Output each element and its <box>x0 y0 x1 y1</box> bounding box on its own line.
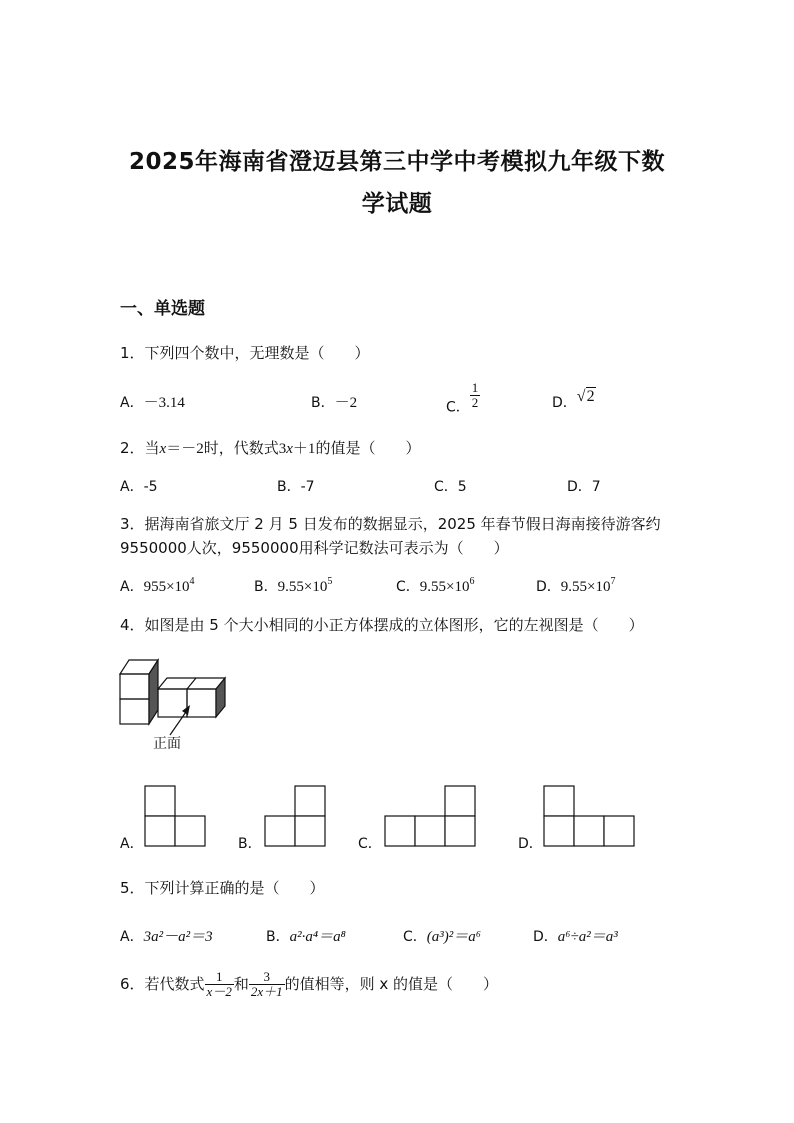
q3-option-b-label: B． <box>254 579 278 595</box>
q3-option-a-exponent: 4 <box>189 576 195 587</box>
q2-x-variable: x <box>159 441 167 457</box>
q5-option-d-label: D． <box>533 929 558 945</box>
q3-option-c[interactable] <box>396 576 475 596</box>
q6-fraction-1 <box>205 970 234 999</box>
q4-option-a-label[interactable]: A． <box>120 836 144 852</box>
q1-option-c-fraction <box>470 381 481 410</box>
q3-option-b[interactable] <box>254 576 332 596</box>
question-4-stem: 4．如图是由 5 个大小相同的小正方体摆成的立体图形，它的左视图是（ ） <box>120 616 644 634</box>
cube-front-face <box>120 699 149 724</box>
q4-option-a-view[interactable] <box>144 785 208 849</box>
q1-option-b-label: B． <box>311 395 335 411</box>
q4-option-d-label[interactable]: D． <box>518 836 543 852</box>
fraction-numerator: 3 <box>263 969 270 984</box>
view-square <box>145 786 175 816</box>
view-square <box>295 786 325 816</box>
question-1-stem: 1．下列四个数中，无理数是（ ） <box>120 344 370 362</box>
q3-option-c-mantissa: 9.55×10 <box>419 579 470 595</box>
q3-option-d-label: D． <box>536 579 561 595</box>
fraction-denominator: 2x＋1 <box>250 984 283 999</box>
q5-option-d-expr: a⁶÷a²＝a³ <box>557 929 618 945</box>
q2-expr-var: x <box>286 441 293 457</box>
q4-option-b-label[interactable]: B． <box>238 836 262 852</box>
view-square <box>445 816 475 846</box>
section-heading: 一、单选题 <box>120 299 205 319</box>
view-square <box>265 816 295 846</box>
view-square <box>574 816 604 846</box>
q3-option-b-exponent: 5 <box>327 576 333 587</box>
q2-stem-mid: 时，代数式 <box>203 439 279 457</box>
question-2-stem <box>120 437 420 458</box>
square-root-radicand: 2 <box>586 388 595 405</box>
q1-option-b[interactable] <box>311 391 357 412</box>
q5-option-c[interactable] <box>403 925 481 946</box>
q5-option-b[interactable] <box>266 925 346 946</box>
q1-option-a-value: －3.14 <box>143 395 185 411</box>
q6-stem-post: 的值相等，则 x 的值是（ ） <box>284 975 499 993</box>
q3-option-d-mantissa: 9.55×10 <box>560 579 611 595</box>
page-title-line1: 2025年海南省澄迈县第三中学中考模拟九年级下数 <box>128 149 665 175</box>
view-square <box>295 816 325 846</box>
front-view-label: 正面 <box>153 736 181 752</box>
q5-option-a-label: A． <box>120 929 144 945</box>
q3-option-b-mantissa: 9.55×10 <box>277 579 328 595</box>
front-view-arrow <box>168 703 194 737</box>
cube-side-face <box>216 678 225 717</box>
question-3-line2: 9550000人次，9550000用科学记数法可表示为（ ） <box>120 539 509 557</box>
q3-option-c-label: C． <box>396 579 420 595</box>
cube-side-face <box>149 660 158 724</box>
q5-option-b-expr: a²·a⁴＝a⁸ <box>289 929 346 945</box>
q1-option-c-label: C． <box>446 399 470 416</box>
q1-option-a[interactable] <box>120 391 185 412</box>
q5-option-c-expr: (a³)²＝a⁶ <box>426 929 481 945</box>
view-square <box>604 816 634 846</box>
question-3-line1: 3．据海南省旅文厅 2 月 5 日发布的数据显示，2025 年春节假日海南接待游客约 <box>120 515 661 533</box>
q3-option-a-label: A． <box>120 579 144 595</box>
q1-option-a-label: A． <box>120 395 144 411</box>
view-square <box>544 816 574 846</box>
q2-option-d[interactable]: D．7 <box>567 479 601 495</box>
q2-option-a[interactable]: A．-5 <box>120 479 158 495</box>
question-6-stem <box>120 970 498 999</box>
page-title-line2: 学试题 <box>361 191 433 217</box>
q5-option-c-label: C． <box>403 929 427 945</box>
view-square <box>445 786 475 816</box>
q4-option-c-view[interactable] <box>384 785 478 849</box>
q5-option-a-expr: 3a²－a²＝3 <box>143 929 213 945</box>
fraction-denominator: 2 <box>471 395 479 410</box>
view-square <box>415 816 445 846</box>
q1-option-d[interactable] <box>552 388 596 412</box>
q1-option-c[interactable] <box>446 381 480 417</box>
view-square <box>544 786 574 816</box>
q2-option-c[interactable]: C．5 <box>434 479 467 495</box>
square-root-sign: √2 <box>576 388 595 405</box>
q6-fraction-2 <box>249 970 285 999</box>
q6-stem-pre: 6．若代数式 <box>120 975 205 993</box>
q6-stem-mid: 和 <box>233 975 249 993</box>
fraction-numerator: 1 <box>471 380 479 395</box>
question-5-stem: 5．下列计算正确的是（ ） <box>120 879 325 897</box>
q4-option-b-view[interactable] <box>264 785 328 849</box>
q3-option-d-exponent: 7 <box>610 576 616 587</box>
q3-option-a-mantissa: 955×10 <box>143 579 190 595</box>
q1-option-b-value: －2 <box>334 395 358 411</box>
q4-option-c-label[interactable]: C． <box>358 836 382 852</box>
cube-front-face <box>120 674 149 699</box>
q1-option-d-label: D． <box>552 395 577 411</box>
q2-x-value: ＝－2 <box>166 441 204 457</box>
fraction-denominator: x－2 <box>206 984 232 999</box>
q2-stem-post: 的值是（ ） <box>315 439 421 457</box>
q4-option-d-view[interactable] <box>543 785 637 849</box>
q5-option-a[interactable] <box>120 925 213 946</box>
fraction-numerator: 1 <box>215 969 223 984</box>
q3-option-d[interactable] <box>536 576 616 596</box>
view-square <box>175 816 205 846</box>
q2-option-b[interactable]: B．-7 <box>277 479 315 495</box>
q3-option-a[interactable] <box>120 576 195 596</box>
view-square <box>385 816 415 846</box>
q2-expr-tail: ＋1 <box>292 441 316 457</box>
q5-option-b-label: B． <box>266 929 290 945</box>
q2-expr-coef: 3 <box>278 441 287 457</box>
view-square <box>145 816 175 846</box>
q5-option-d[interactable] <box>533 925 618 946</box>
q3-option-c-exponent: 6 <box>469 576 475 587</box>
q2-stem-pre: 2．当 <box>120 439 160 457</box>
